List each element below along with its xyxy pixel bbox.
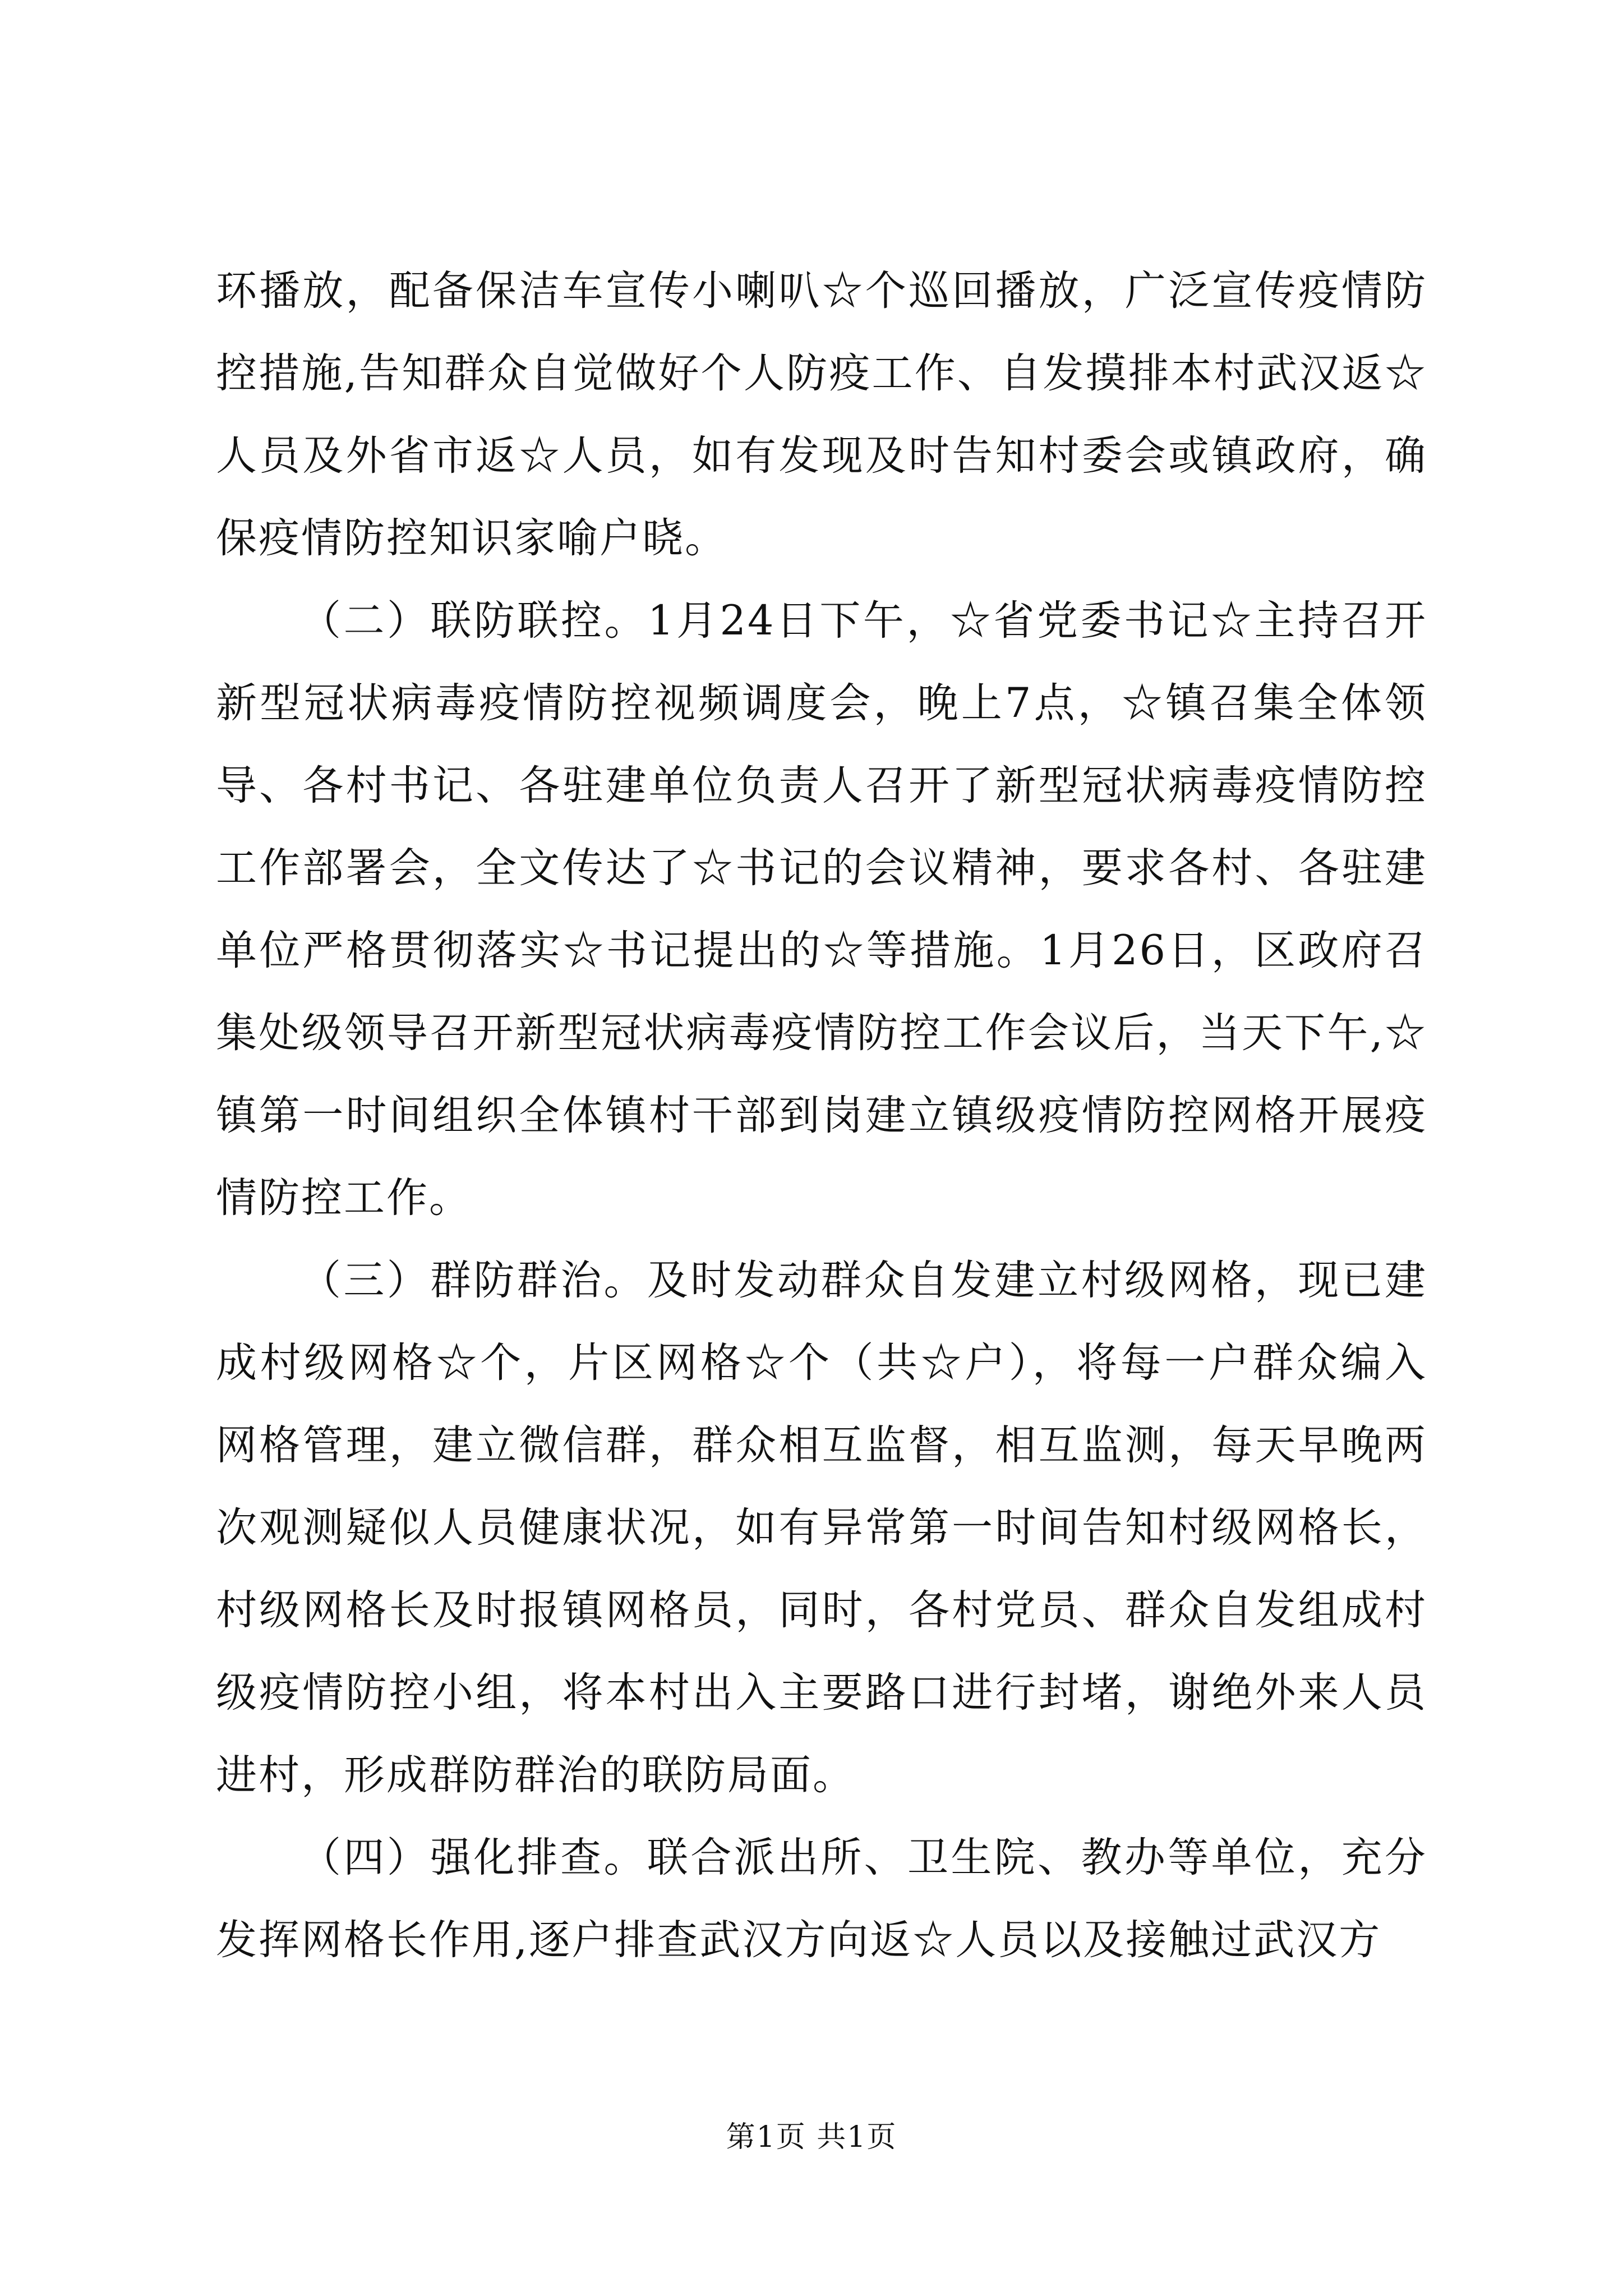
page-footer: 第1页 共1页 xyxy=(726,2120,897,2154)
paragraph-3: （三）群防群治。及时发动群众自发建立村级网格，现已建成村级网格☆个，片区网格☆个（共☆户），将每一户群众编入网格管理，建立微信群，群众相互监督，相互监测，每天早晚两次观测疑似人员健康状况，如有异常第一时间告知村级网格长，村级网格长及时报镇网格员，同时，各村党员、群众自发组成村级疫情防控小组，将本村出入主要路口进行封堵，谢绝外来人员进村，形成群防群治的联防局面。 xyxy=(216,1257,1427,1799)
paragraph-1: 环播放，配备保洁车宣传小喇叭☆个巡回播放，广泛宣传疫情防控措施,告知群众自觉做好个人防疫工作、自发摸排本村武汉返☆人员及外省市返☆人员，如有发现及时告知村委会或镇政府，确保疫情防控知识家喻户晓。 xyxy=(216,267,1427,562)
document-body xyxy=(216,250,1427,1981)
paragraph-2: （二）联防联控。1月24日下午，☆省党委书记☆主持召开新型冠状病毒疫情防控视频调度会，晚上7点，☆镇召集全体领导、各村书记、各驻建单位负责人召开了新型冠状病毒疫情防控工作部署会，全文传达了☆书记的会议精神，要求各村、各驻建单位严格贯彻落实☆书记提出的☆等措施。1月26日，区政府召集处级领导召开新型冠状病毒疫情防控工作会议后，当天下午,☆镇第一时间组织全体镇村干部到岗建立镇级疫情防控网格开展疫情防控工作。 xyxy=(216,597,1427,1222)
paragraph-4: （四）强化排查。联合派出所、卫生院、教办等单位，充分发挥网格长作用,逐户排查武汉方向返☆人员以及接触过武汉方 xyxy=(216,1834,1427,1964)
